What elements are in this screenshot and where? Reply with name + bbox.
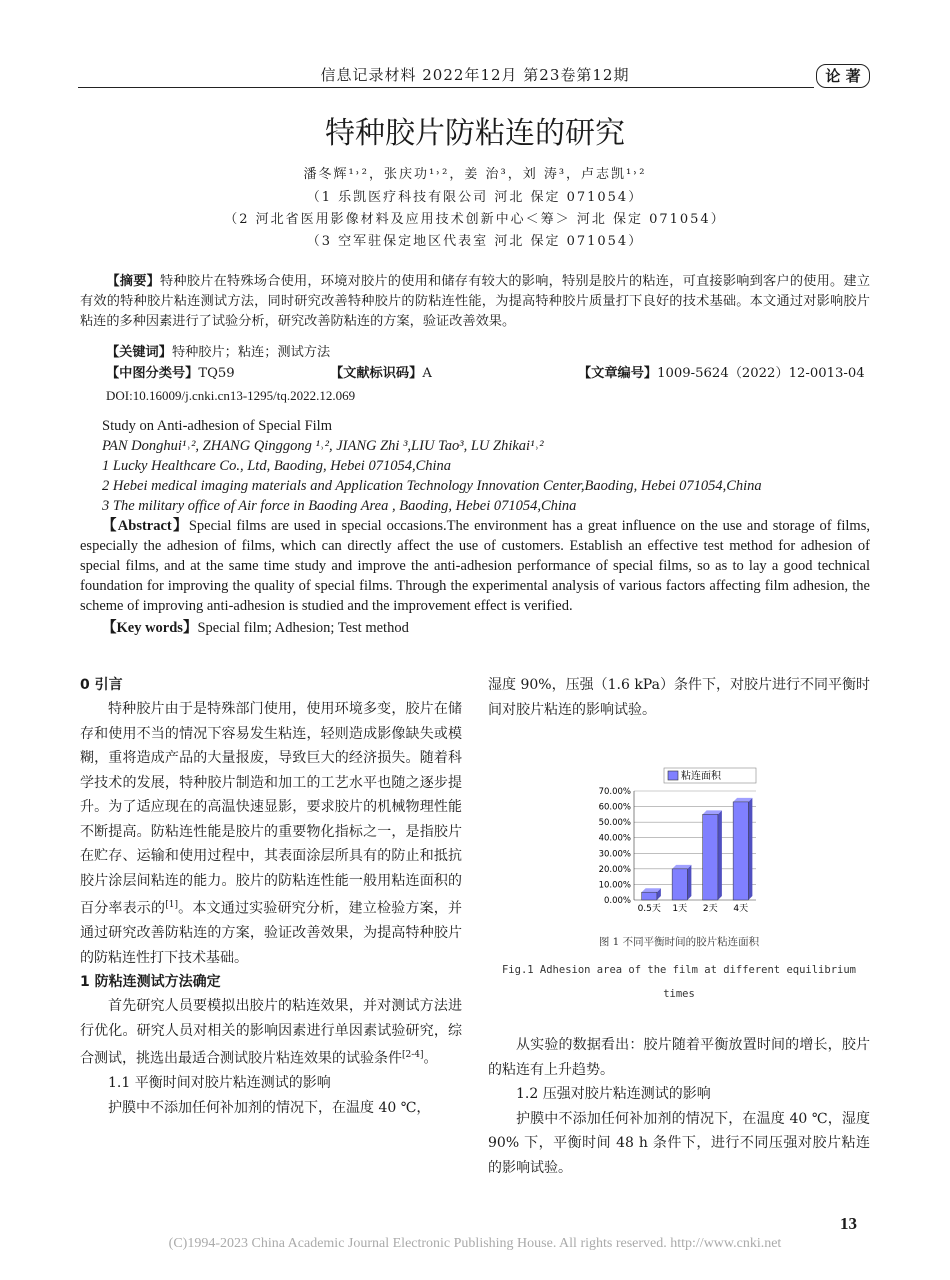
classification-label: 【中图分类号】: [106, 366, 199, 381]
bar-side: [687, 865, 691, 900]
en-title: Study on Anti-adhesion of Special Film: [102, 418, 332, 434]
affiliation-cn-2: （2 河北省医用影像材料及应用技术创新中心＜筹＞ 河北 保定 071054）: [224, 212, 726, 227]
subsection-1-1-text: 护膜中不添加任何补加剂的情况下，在温度 40 ℃，: [108, 1099, 431, 1116]
keywords-cn-text: 特种胶片；粘连；测试方法: [171, 345, 331, 360]
figure-1-chart: [590, 765, 770, 920]
chart-x-ticks: [638, 903, 749, 914]
method-text: 首先研究人员要模拟出胶片的粘连效果，并对测试方法进行优化。研究人员对相关的影响因素进行单因素试验研究，综合测试，挑选出最适合测试胶片粘连效果的试验条件: [80, 998, 462, 1067]
y-tick-label: 60.00%: [598, 802, 631, 813]
section-1-heading: 1 防粘连测试方法确定: [80, 974, 221, 991]
ref-2-4: [2-4]: [402, 1050, 424, 1061]
en-authors: PAN Donghui¹˒², ZHANG Qinggong ¹˒², JIANG Zhi ³,LIU Tao³, LU Zhikai¹˒²: [102, 438, 544, 454]
copyright-footer: (C)1994-2023 China Academic Journal Electronic Publishing House. All rights reserved. http://www.cnki.net: [168, 1236, 782, 1251]
doi: DOI:10.16009/j.cnki.cn13-1295/tq.2022.12.069: [106, 388, 356, 403]
intro-text: 特种胶片由于是特殊部门使用，使用环境多变，胶片在储存和使用不当的情况下容易发生粘连，轻则造成影像缺失或模糊，重将造成产品的大量报废，导致巨大的经济损失。随着科学技术的发展，特种胶片制造和加工的工艺水平也随之逐步提升。为了适应现在的高温快速显影，要求胶片的机械物理性能不断提高。防粘连性能是胶片的重要物化指标之一，是指胶片在贮存、运输和使用过程中，其表面涂层所具有的防止和抵抗胶片涂层间粘连的能力。胶片的防粘连性能一般用粘连面积的百分率表示的: [80, 701, 462, 917]
keywords-cn: [106, 343, 330, 363]
y-tick-label: 0.00%: [603, 896, 631, 906]
intro-paragraph: [80, 697, 462, 970]
doc-code-label: 【文献标识码】: [330, 366, 423, 381]
keywords-en-label: 【Key words】: [102, 620, 198, 636]
abstract-en: [80, 516, 870, 616]
authors-cn: 潘冬辉¹˒²，张庆功¹˒²，姜 治³，刘 涛³，卢志凯¹˒²: [303, 167, 647, 182]
bar: [642, 892, 657, 900]
left-column: [80, 673, 462, 1120]
x-tick-label: 4天: [733, 904, 749, 914]
bar: [733, 802, 748, 900]
figure-1-caption-cn: 图 1 不同平衡时间的胶片粘连面积: [598, 936, 760, 948]
y-tick-label: 70.00%: [598, 787, 631, 797]
doc-code-value: A: [422, 366, 432, 381]
classification: [106, 364, 235, 384]
section-badge: 论 著: [816, 64, 870, 88]
y-tick-label: 50.00%: [598, 818, 631, 829]
y-tick-label: 10.00%: [598, 880, 631, 891]
en-affiliation-1: 1 Lucky Healthcare Co., Ltd, Baoding, Hebei 071054,China: [102, 458, 452, 474]
y-tick-label: 40.00%: [598, 833, 631, 844]
section-0-heading: 0 引言: [80, 677, 123, 693]
keywords-en-text: Special film; Adhesion; Test method: [197, 620, 409, 636]
right-lower-column: [488, 1033, 870, 1180]
article-number-value: 1009-5624（2022）12-0013-04: [657, 366, 865, 381]
article-number: [578, 364, 865, 384]
subsection-1-1-heading: 1.1 平衡时间对胶片粘连测试的影响: [108, 1075, 331, 1092]
article-number-label: 【文章编号】: [578, 366, 658, 381]
header-rule: [78, 87, 814, 88]
x-tick-label: 0.5天: [637, 904, 661, 914]
subsection-1-2-text: 护膜中不添加任何补加剂的情况下，在温度 40 ℃，湿度 90% 下，平衡时间 48 h 条件下，进行不同压强对胶片粘连的影响试验。: [488, 1110, 870, 1176]
legend-label: 粘连面积: [681, 771, 721, 782]
abstract-en-label: 【Abstract】: [102, 518, 189, 534]
page-number: 13: [840, 1214, 857, 1233]
paper-title: 特种胶片防粘连的研究: [325, 116, 625, 151]
figure-1-caption-en: Fig.1 Adhesion area of the film at different equilibrium times: [501, 964, 856, 1000]
en-affiliation-2: 2 Hebei medical imaging materials and Application Technology Innovation Center,Baoding, Hebei 071054,China: [102, 478, 762, 494]
y-tick-label: 20.00%: [598, 864, 631, 875]
subsection-1-2-heading: 1.2 压强对胶片粘连测试的影响: [516, 1086, 711, 1102]
journal-header: 信息记录材料 2022年12月 第23卷第12期: [320, 66, 630, 84]
bar: [703, 814, 718, 900]
abstract-cn: [80, 272, 870, 332]
abstract-cn-text: 特种胶片在特殊场合使用，环境对胶片的使用和储存有较大的影响，特别是胶片的粘连，可直接影响到客户的使用。建立有效的特种胶片粘连测试方法，同时研究改善特种胶片的防粘连性能，为提高特种胶片质量打下良好的技术基础。本文通过对影响胶片粘连的多种因素进行了试验分析，研究改善防粘连的方案，验证改善效果。: [80, 274, 871, 329]
method-text-tail: 。: [423, 1050, 438, 1067]
affiliation-cn-3: （3 空军驻保定地区代表室 河北 保定 071054）: [306, 234, 644, 249]
bar-side: [718, 810, 722, 900]
x-tick-label: 1天: [672, 904, 688, 914]
keywords-en: [102, 618, 409, 638]
intro-text-tail: 。本文通过实验研究分析，建立检验方案，并通过研究改善防粘连的方案，验证改善效果，为提高特种胶片的防粘连性打下技术基础。: [80, 900, 463, 966]
right-top-paragraph: 湿度 90%，压强（1.6 kPa）条件下，对胶片进行不同平衡时间对胶片粘连的影响试验。: [488, 677, 870, 718]
classification-value: TQ59: [198, 366, 235, 381]
en-affiliation-3: 3 The military office of Air force in Baoding Area , Baoding, Hebei 071054,China: [102, 498, 577, 514]
bar-side: [748, 798, 752, 900]
result-paragraph: 从实验的数据看出：胶片随着平衡放置时间的增长，胶片的粘连有上升趋势。: [488, 1037, 870, 1078]
keywords-cn-label: 【关键词】: [106, 345, 172, 360]
abstract-en-text: Special films are used in special occasions.The environment has a great influence on the use and storage of films, especially the adhesion of films, which can directly affect the use of customers. Establish an effective test method for adhesion of special films, and at the same time study and improve the anti-adhesion performance of special films, so as to lay a good technical foundation for improving the quality of special films. Through the experimental analysis of various factors affecting film adhesion, the scheme of improving anti-adhesion is studied and the improvement effect is verified.: [80, 518, 870, 614]
method-paragraph: [80, 994, 462, 1071]
affiliation-cn-1: （1 乐凯医疗科技有限公司 河北 保定 071054）: [306, 190, 644, 205]
legend-swatch: [668, 771, 678, 780]
y-tick-label: 30.00%: [598, 849, 631, 860]
abstract-cn-label: 【摘要】: [106, 274, 160, 289]
chart-y-ticks: [599, 787, 631, 906]
doc-code: [330, 364, 432, 384]
bar: [672, 869, 687, 900]
ref-1: [1]: [165, 900, 178, 910]
x-tick-label: 2天: [702, 904, 718, 914]
